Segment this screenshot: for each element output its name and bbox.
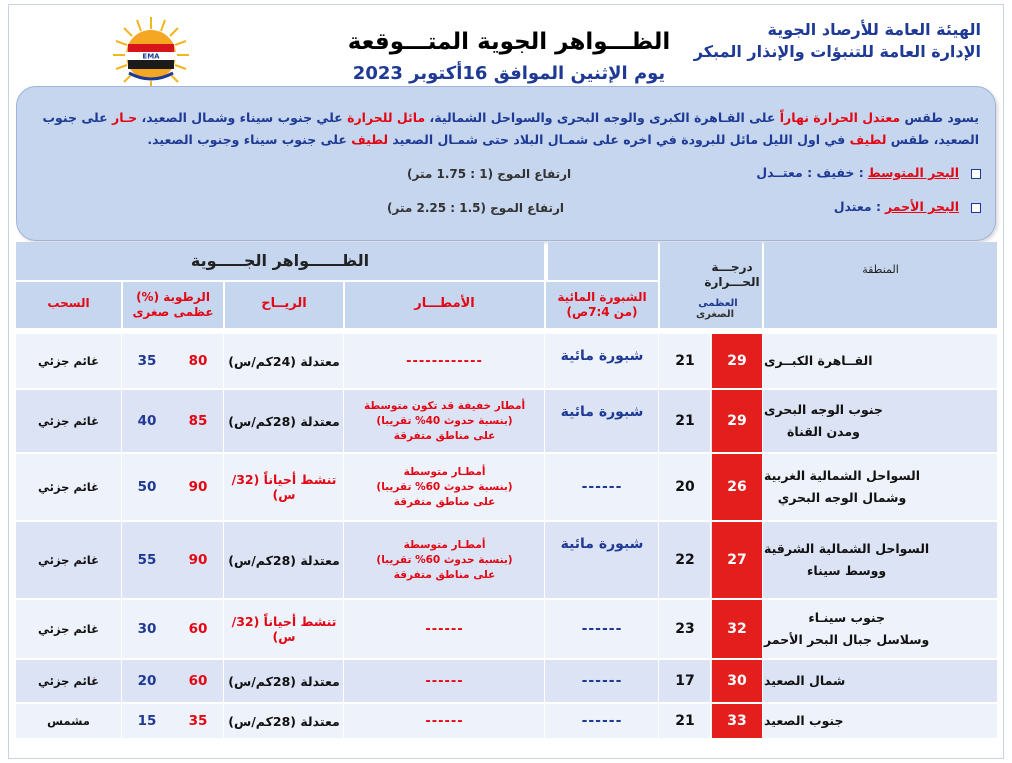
column-divider xyxy=(343,454,344,520)
column-divider xyxy=(121,334,122,388)
column-divider xyxy=(762,704,763,738)
column-divider xyxy=(343,390,344,452)
clouds-cell: غائم جزئي xyxy=(38,480,99,494)
column-divider xyxy=(710,660,711,702)
rain-line: أمطار خفيفة قد تكون متوسطة xyxy=(363,399,526,412)
column-divider xyxy=(343,522,344,598)
humidity-min-cell: 15 xyxy=(137,713,157,729)
column-divider xyxy=(710,522,711,598)
column-divider xyxy=(121,522,122,598)
temp-min-cell: 22 xyxy=(675,552,695,568)
column-divider xyxy=(223,704,224,738)
wave-height-mediterranean: ارتفاع الموج (1 : 1.75 متر) xyxy=(407,167,572,181)
humidity-max-cell: 60 xyxy=(188,621,208,637)
humidity-min-cell: 30 xyxy=(137,621,157,637)
rain-line: ------ xyxy=(425,713,464,729)
region-name xyxy=(764,607,929,651)
forecast-date: يوم الإثنين الموافق 16أكتوبر 2023 xyxy=(352,63,666,84)
humidity-min-cell: 20 xyxy=(137,673,157,689)
rain-cell xyxy=(345,522,544,598)
column-divider xyxy=(658,600,659,658)
logo-text: EMA xyxy=(142,52,160,61)
fog-cell: شبورة مائية xyxy=(560,404,644,420)
humidity-max-cell: 90 xyxy=(188,552,208,568)
table-row xyxy=(16,660,997,702)
column-divider xyxy=(343,660,344,702)
wind-cell: معتدلة (28كم/س) xyxy=(228,673,340,689)
clouds-header: السحب xyxy=(16,282,121,328)
region-name xyxy=(764,465,920,509)
region-cell xyxy=(764,600,997,658)
rain-text xyxy=(425,674,463,689)
column-divider xyxy=(544,600,545,658)
wind-cell: معتدلة (28كم/س) xyxy=(228,552,340,568)
wave-height-red-sea: ارتفاع الموج (1.5 : 2.25 متر) xyxy=(387,201,565,215)
column-divider xyxy=(658,660,659,702)
rain-text xyxy=(425,622,463,637)
ema-logo xyxy=(111,15,191,95)
table-row xyxy=(16,522,997,598)
humidity-max-cell: 35 xyxy=(188,713,208,729)
rain-cell xyxy=(345,600,544,658)
table-row xyxy=(16,390,997,452)
region-cell xyxy=(764,522,997,598)
rain-cell xyxy=(345,660,544,702)
region-cell xyxy=(764,454,997,520)
region-line: جنوب سينـاء xyxy=(808,610,886,625)
column-divider xyxy=(762,660,763,702)
column-divider xyxy=(544,454,545,520)
table-row xyxy=(16,454,997,520)
wind-cell: تنشط أحياناً (32/س) xyxy=(231,472,337,502)
column-divider xyxy=(544,334,545,388)
column-divider xyxy=(762,600,763,658)
region-cell xyxy=(764,334,997,388)
region-name xyxy=(764,350,873,372)
rain-line: على مناطق متفرقة xyxy=(393,568,496,581)
org-line-1: الهيئة العامة للأرصاد الجوية xyxy=(767,20,981,39)
column-divider xyxy=(223,522,224,598)
humidity-max-cell: 85 xyxy=(188,413,208,429)
column-divider xyxy=(544,660,545,702)
region-line: ووسط سيناء xyxy=(807,563,887,578)
temp-min-cell: 17 xyxy=(675,673,695,689)
column-divider xyxy=(223,454,224,520)
temp-max-cell: 29 xyxy=(712,334,762,388)
rain-cell xyxy=(345,704,544,738)
column-divider xyxy=(710,704,711,738)
column-divider xyxy=(343,600,344,658)
column-divider xyxy=(121,704,122,738)
clouds-cell: غائم جزئي xyxy=(38,622,99,636)
column-divider xyxy=(710,600,711,658)
rain-line: ------ xyxy=(425,621,464,637)
rain-line: أمطـار متوسطة xyxy=(403,538,486,551)
region-header: المنطقة xyxy=(764,242,997,328)
column-divider xyxy=(121,390,122,452)
humidity-max-cell: 60 xyxy=(188,673,208,689)
region-name xyxy=(764,710,844,732)
summary-text: يسود طقس معتدل الحرارة نهاراً على القـاهرة الكبرى والوجه البحرى والسواحل الشمالية، مائل للحرارة علي جنوب سيناء وشمال الصعيد، حـار على جنوب الصعيد، طقس لطيف في اول الليل مائل للبرودة في اخره على شمـال البلاد حتى شمـال الصعيد لطيف على جنوب سيناء وجنوب الصعيد. xyxy=(42,110,979,147)
temp-max-cell: 33 xyxy=(712,704,762,738)
humidity-min-cell: 35 xyxy=(137,353,157,369)
clouds-cell: غائم جزئي xyxy=(38,674,99,688)
organization-name xyxy=(694,19,981,63)
column-divider xyxy=(223,600,224,658)
column-divider xyxy=(544,704,545,738)
region-name xyxy=(764,670,845,692)
region-cell xyxy=(764,390,997,452)
humidity-min-cell: 40 xyxy=(137,413,157,429)
rain-line: على مناطق متفرقة xyxy=(393,429,496,442)
rain-line: أمطـار متوسطة xyxy=(403,465,486,478)
fog-cell: ------ xyxy=(581,621,623,637)
rain-text xyxy=(376,538,512,583)
humidity-max-cell: 80 xyxy=(188,353,208,369)
column-divider xyxy=(762,454,763,520)
wind-cell: معتدلة (28كم/س) xyxy=(228,413,340,429)
wind-cell: معتدلة (28كم/س) xyxy=(228,713,340,729)
column-divider xyxy=(710,390,711,452)
checkbox-icon xyxy=(971,203,981,213)
temp-max-cell: 29 xyxy=(712,390,762,452)
region-line: جنوب الوجه البحرى xyxy=(764,402,883,417)
rain-line: على مناطق متفرقة xyxy=(393,495,496,508)
humidity-min-cell: 55 xyxy=(137,552,157,568)
humidity-min-cell: 50 xyxy=(137,479,157,495)
temp-max-cell: 27 xyxy=(712,522,762,598)
header-band-blank xyxy=(548,242,658,280)
wind-cell: معتدلة (24كم/س) xyxy=(228,353,340,369)
sea-row-red-sea: البحر الأحمر: معتدل xyxy=(834,199,981,219)
column-divider xyxy=(343,704,344,738)
region-line: شمال الصعيد xyxy=(764,673,846,688)
region-cell xyxy=(764,704,997,738)
region-line: جنوب الصعيد xyxy=(764,713,844,728)
humidity-max-cell: 90 xyxy=(188,479,208,495)
temp-min-cell: 23 xyxy=(675,621,695,637)
column-divider xyxy=(710,334,711,388)
temp-max-cell: 32 xyxy=(712,600,762,658)
table-row xyxy=(16,334,997,388)
region-name xyxy=(764,399,883,443)
rain-cell xyxy=(345,390,544,452)
rain-line: (بنسبة حدوث 40% تقريبا) xyxy=(376,414,513,427)
column-divider xyxy=(762,334,763,388)
checkbox-icon xyxy=(971,169,981,179)
column-divider xyxy=(544,390,545,452)
temp-min-cell: 21 xyxy=(675,353,695,369)
rain-text xyxy=(364,399,525,444)
wind-cell: تنشط أحياناً (32/س) xyxy=(231,614,337,644)
column-divider xyxy=(343,334,344,388)
clouds-cell: مشمس xyxy=(47,714,90,728)
rain-text xyxy=(425,714,463,729)
temp-min-cell: 21 xyxy=(675,413,695,429)
phenomena-header: الظــــــواهر الجـــــوية xyxy=(16,242,544,280)
column-divider xyxy=(658,704,659,738)
temp-header: درجـــة الحـــرارة العظمى الصغرى xyxy=(660,242,762,328)
sea-row-mediterranean: البحر المتوسط: خفيف : معتــدل xyxy=(756,165,981,185)
fog-cell: ------ xyxy=(581,713,623,729)
rain-text xyxy=(406,354,483,369)
table-row xyxy=(16,704,997,738)
column-divider xyxy=(544,522,545,598)
rain-line: ------------ xyxy=(406,353,483,369)
column-divider xyxy=(762,522,763,598)
page-title: الظـــواهر الجوية المتـــوقعة xyxy=(347,29,671,55)
region-line: القــاهرة الكبــرى xyxy=(764,353,873,368)
humidity-header: الرطوبة (%) عظمى صغرى xyxy=(123,282,223,328)
column-divider xyxy=(223,390,224,452)
table-row xyxy=(16,600,997,658)
rain-line: (بنسبة حدوث 60% تقريبا) xyxy=(376,553,513,566)
column-divider xyxy=(223,660,224,702)
column-divider xyxy=(658,390,659,452)
rain-line: (بنسبة حدوث 60% تقريبا) xyxy=(376,480,513,493)
fog-cell: ------ xyxy=(581,673,623,689)
column-divider xyxy=(710,454,711,520)
rain-header: الأمطـــار xyxy=(345,282,544,328)
column-divider xyxy=(121,660,122,702)
summary-box xyxy=(16,86,996,241)
column-divider xyxy=(121,454,122,520)
wind-header: الريــاح xyxy=(225,282,343,328)
rain-line: ------ xyxy=(425,673,464,689)
temp-min-cell: 20 xyxy=(675,479,695,495)
region-line: وسلاسل جبال البحر الأحمر xyxy=(764,632,930,647)
column-divider xyxy=(658,454,659,520)
column-divider xyxy=(658,522,659,598)
column-divider xyxy=(223,334,224,388)
fog-cell: ------ xyxy=(581,479,623,495)
clouds-cell: غائم جزئي xyxy=(38,553,99,567)
fog-cell: شبورة مائية xyxy=(560,348,644,364)
column-divider xyxy=(762,390,763,452)
region-line: وشمال الوجه البحري xyxy=(777,490,907,505)
region-line: السواحل الشمالية الغربية xyxy=(764,468,921,483)
region-line: ومدن القناة xyxy=(787,424,860,439)
region-line: السواحل الشمالية الشرقية xyxy=(764,541,930,556)
fog-cell: شبورة مائية xyxy=(560,536,644,552)
column-divider xyxy=(121,600,122,658)
rain-text xyxy=(376,465,512,510)
region-name xyxy=(764,538,929,582)
rain-cell xyxy=(345,454,544,520)
region-cell xyxy=(764,660,997,702)
clouds-cell: غائم جزئي xyxy=(38,414,99,428)
org-line-2: الإدارة العامة للتنبؤات والإنذار المبكر xyxy=(693,42,981,61)
column-divider xyxy=(658,334,659,388)
temp-max-cell: 26 xyxy=(712,454,762,520)
clouds-cell: غائم جزئي xyxy=(38,354,99,368)
temp-min-cell: 21 xyxy=(675,713,695,729)
rain-cell xyxy=(345,334,544,388)
fog-header: الشبورة المائية (من 7:4ص) xyxy=(546,282,658,328)
temp-max-cell: 30 xyxy=(712,660,762,702)
